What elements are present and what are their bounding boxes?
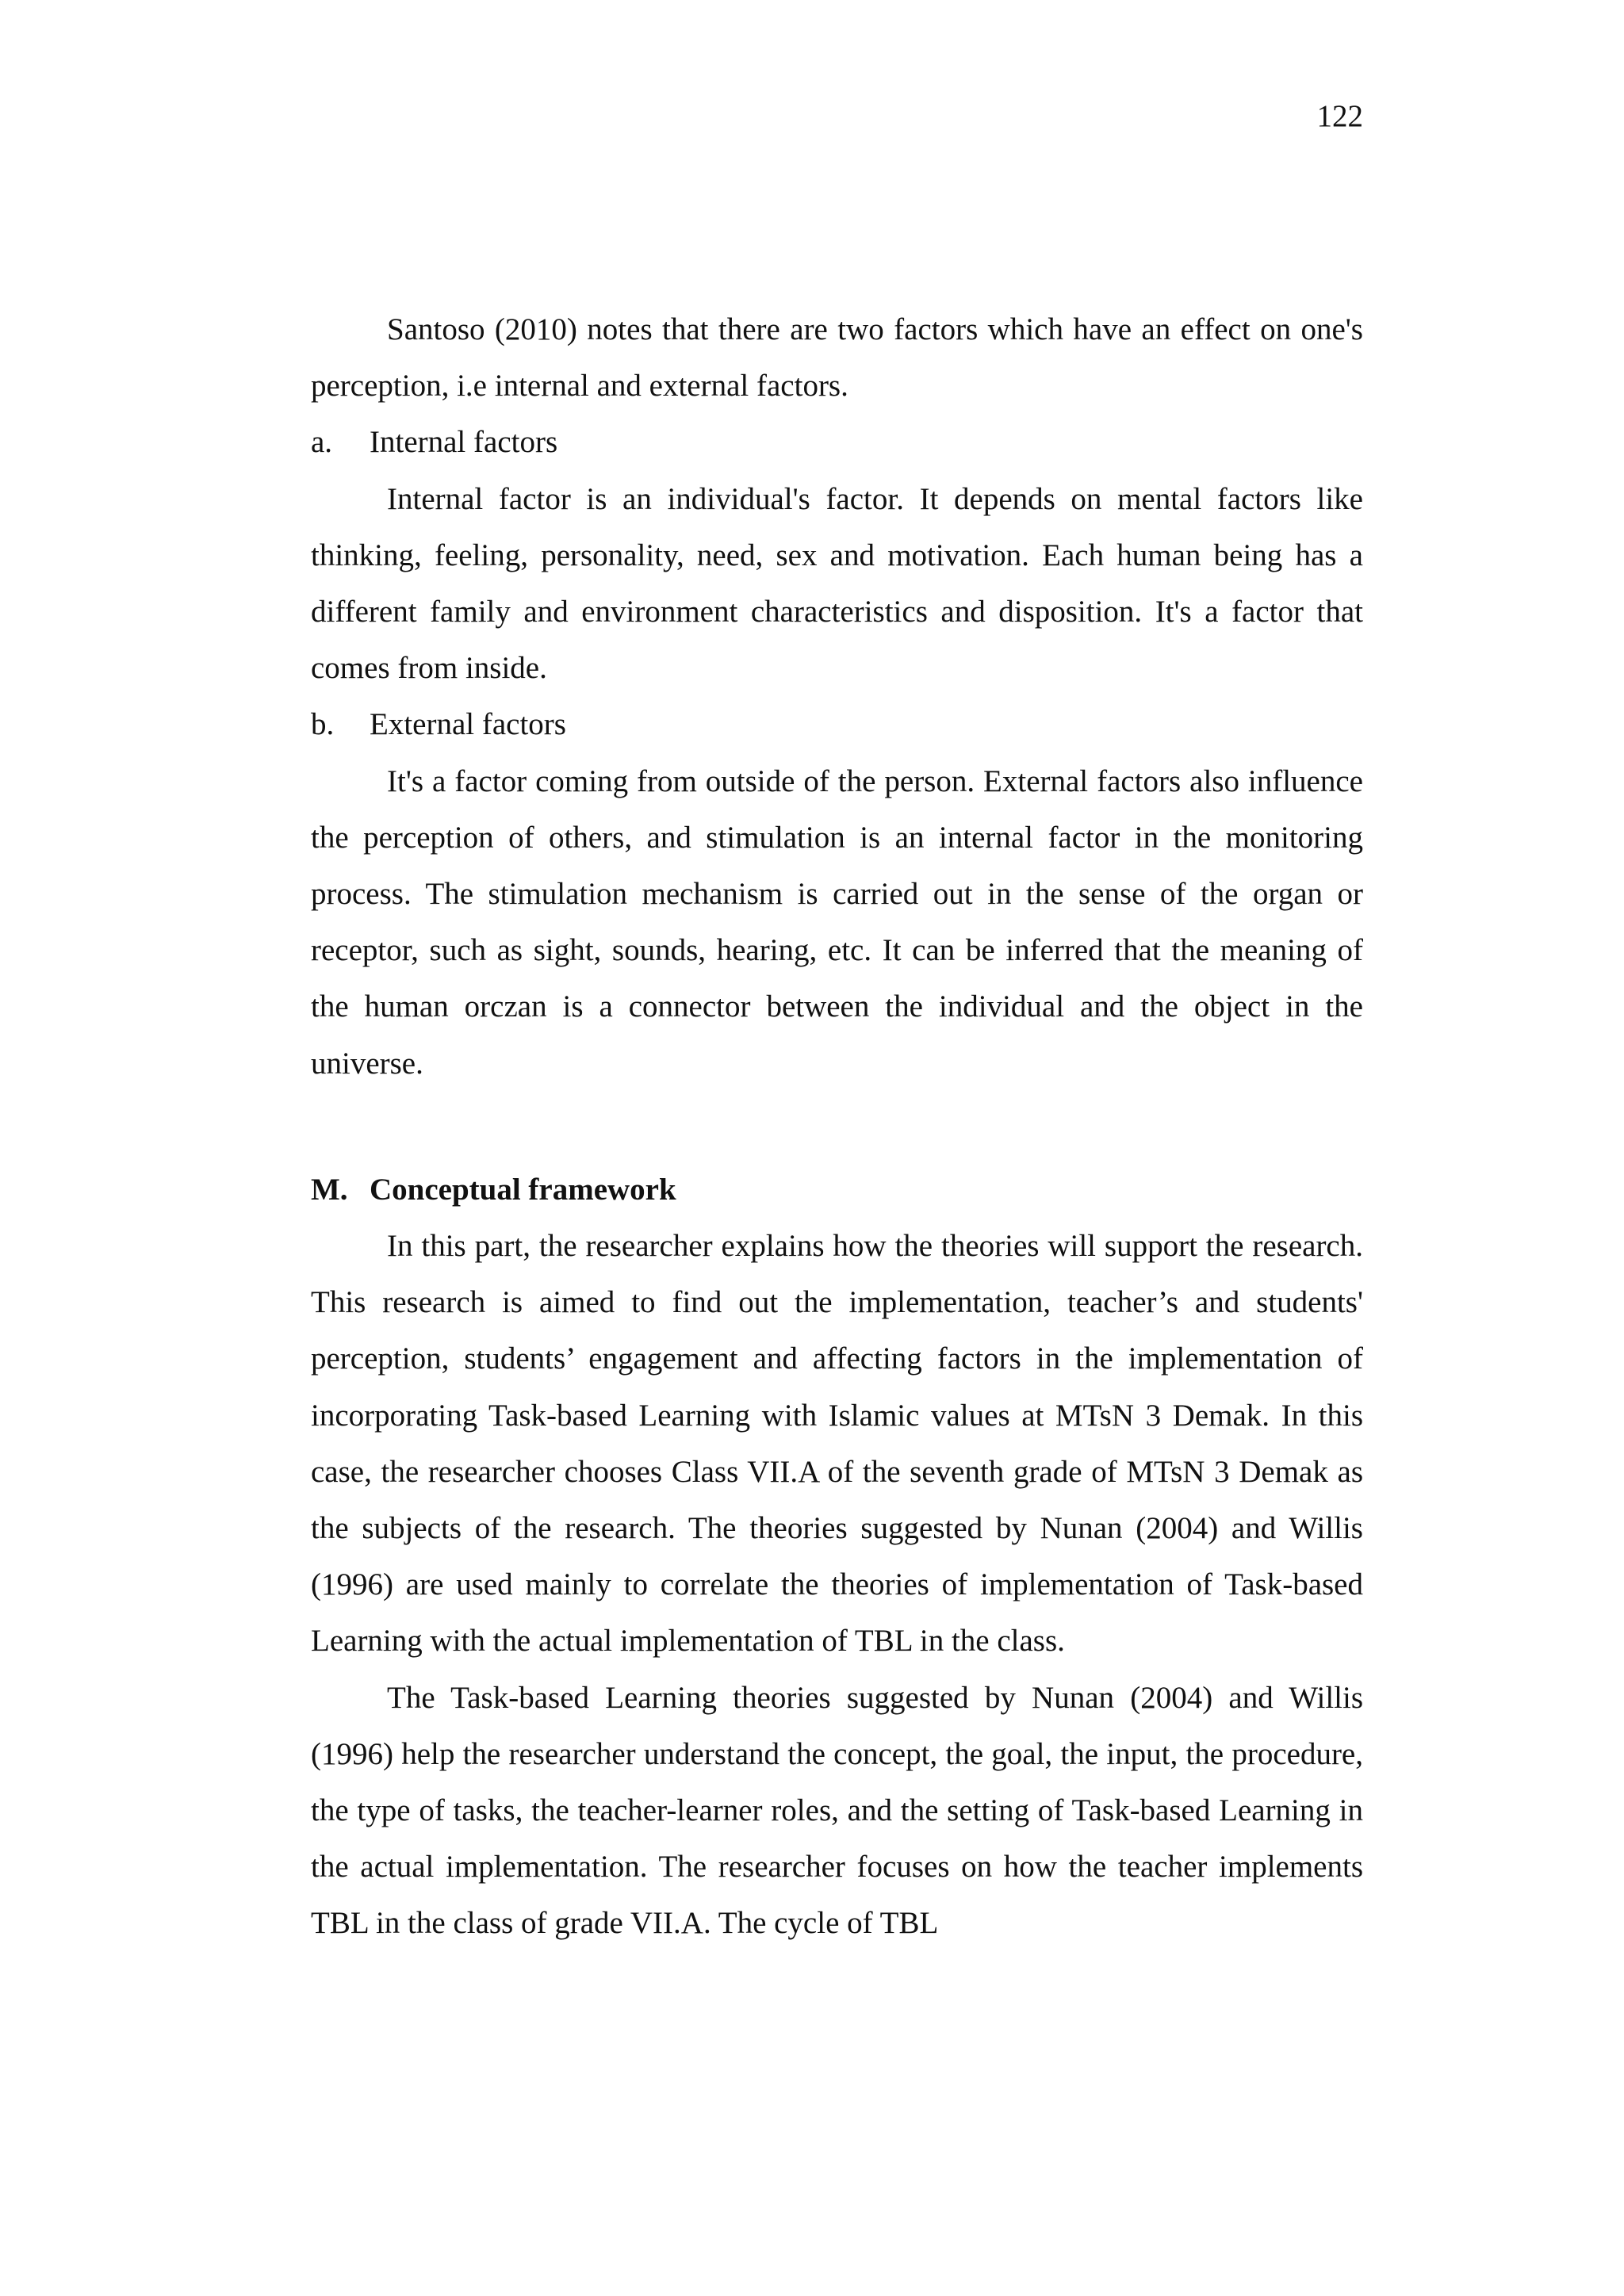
page-number: 122 (1316, 99, 1363, 133)
framework-paragraph-1: In this part, the researcher explains how the theories will support the research. This research is aimed to find out the implementation, teacher’s and students' perception, students’ engagement and affecting factors in the implementation of incorporating Task-based Learning with Islamic values at MTsN 3 Demak. In this case, the researcher chooses Class VII.A of the seventh grade of MTsN 3 Demak as the subjects of the research. The theories suggested by Nunan (2004) and Willis (1996) are used mainly to correlate the theories of implementation of Task-based Learning with the actual implementation of TBL in the class. (311, 1229, 1363, 1659)
internal-factors-paragraph: Internal factor is an individual's factor. It depends on mental factors like thinking, feeling, personality, need, sex and motivation. Each human being has a different family and environment characteristics and disposition. It's a factor that comes from inside. (311, 481, 1363, 686)
subheading-internal-factors (311, 414, 1363, 470)
list-marker: b. (311, 707, 335, 742)
section-marker: M. (311, 1172, 348, 1207)
subheading-label: Internal factors (370, 425, 558, 460)
page-content (311, 301, 1363, 1952)
external-factors-paragraph: It's a factor coming from outside of the person. External factors also influence the perception of others, and stimulation is an internal factor in the monitoring process. The stimulation mechanism is carried out in the sense of the organ or receptor, such as sight, sounds, hearing, etc. It can be inferred that the meaning of the human orczan is a connector between the individual and the object in the universe. (311, 763, 1363, 1081)
framework-paragraph-2: The Task-based Learning theories suggested by Nunan (2004) and Willis (1996) help the researcher understand the concept, the goal, the input, the procedure, the type of tasks, the teacher-learner roles, and the setting of Task-based Learning in the actual implementation. The researcher focuses on how the teacher implements TBL in the class of grade VII.A. The cycle of TBL (311, 1680, 1363, 1941)
intro-paragraph: Santoso (2010) notes that there are two factors which have an effect on one's perception, i.e internal and external factors. (311, 312, 1363, 404)
list-marker: a. (311, 425, 333, 460)
subheading-external-factors (311, 696, 1363, 752)
subheading-label: External factors (370, 707, 566, 742)
section-title: Conceptual framework (370, 1172, 676, 1207)
section-heading (311, 1161, 1363, 1218)
